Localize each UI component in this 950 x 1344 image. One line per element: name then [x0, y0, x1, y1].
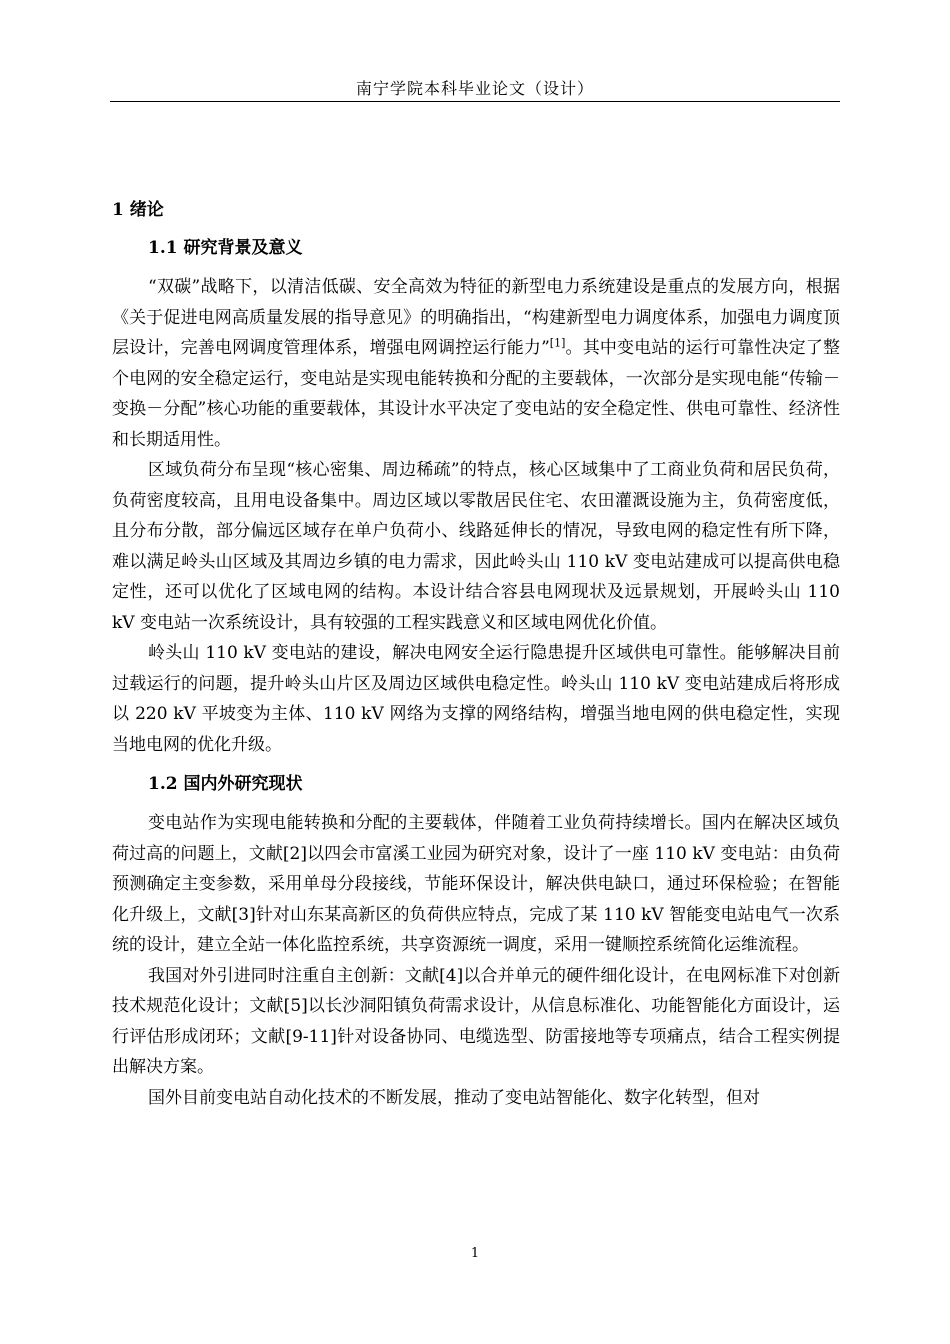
- page-number: 1: [470, 1246, 480, 1261]
- paragraph: 岭头山 110 kV 变电站的建设，解决电网安全运行隐患提升区域供电可靠性。能够解决目前过载运行的问题，提升岭头山片区及周边区域供电稳定性。岭头山 110 kV 变电站建成后将形成以 220 kV 平坡变为主体、110 kV 网络为支撑的网络结构，增强当地电网的供电稳定性，实现当地电网的优化升级。: [112, 643, 840, 755]
- paragraph: [112, 272, 840, 455]
- document-body: [112, 198, 840, 1113]
- section-title: 1.1 研究背景及意义: [148, 238, 303, 258]
- paragraph-text: “双碳”战略下，以清洁低碳、安全高效为特征的新型电力系统建设是重点的发展方向，根据《关于促进电网高质量发展的指导意见》的明确指出，“构建新型电力调度体系，加强电力调度顶层设计，完善电网调度管理体系，增强电网调控运行能力”: [112, 277, 840, 358]
- chapter-title: 1 绪论: [112, 200, 164, 220]
- paragraph: 区域负荷分布呈现“核心密集、周边稀疏”的特点，核心区域集中了工商业负荷和居民负荷，负荷密度较高，且用电设备集中。周边区域以零散居民住宅、农田灌溉设施为主，负荷密度低，且分布分散，部分偏远区域存在单户负荷小、线路延伸长的情况，导致电网的稳定性有所下降，难以满足岭头山区域及其周边乡镇的电力需求，因此岭头山 110 kV 变电站建成可以提高供电稳定性，还可以优化了区域电网的结构。本设计结合容县电网现状及远景规划，开展岭头山 110 kV 变电站一次系统设计，具有较强的工程实践意义和区域电网优化价值。: [112, 460, 840, 633]
- citation-superscript: [1]: [549, 336, 566, 350]
- paragraph: 变电站作为实现电能转换和分配的主要载体，伴随着工业负荷持续增长。国内在解决区域负荷过高的问题上，文献[2]以四会市富溪工业园为研究对象，设计了一座 110 kV 变电站：由负荷预测确定主变参数，采用单母分段接线，节能环保设计，解决供电缺口，通过环保检验；在智能化升级上，文献[3]针对山东某高新区的负荷供应特点，完成了某 110 kV 智能变电站电气一次系统的设计，建立全站一体化监控系统，共享资源统一调度，采用一键顺控系统简化运维流程。: [112, 813, 840, 955]
- paragraph-text: 。其中变电站的运行可靠性决定了整个电网的安全稳定运行，变电站是实现电能转换和分配的主要载体，一次部分是实现电能“传输－变换－分配”核心功能的重要载体，其设计水平决定了变电站的安全稳定性、供电可靠性、经济性和长期适用性。: [112, 338, 840, 450]
- paragraph: 国外目前变电站自动化技术的不断发展，推动了变电站智能化、数字化转型，但对: [148, 1087, 760, 1108]
- page-header-title: 南宁学院本科毕业论文（设计）: [355, 79, 594, 98]
- header-divider: [110, 101, 840, 102]
- paragraph: 我国对外引进同时注重自主创新：文献[4]以合并单元的硬件细化设计，在电网标准下对创新技术规范化设计；文献[5]以长沙洞阳镇负荷需求设计，从信息标准化、功能智能化方面设计，运行评估形成闭环；文献[9-11]针对设备协同、电缆选型、防雷接地等专项痛点，结合工程实例提出解决方案。: [112, 965, 840, 1077]
- section-title: 1.2 国内外研究现状: [148, 774, 303, 794]
